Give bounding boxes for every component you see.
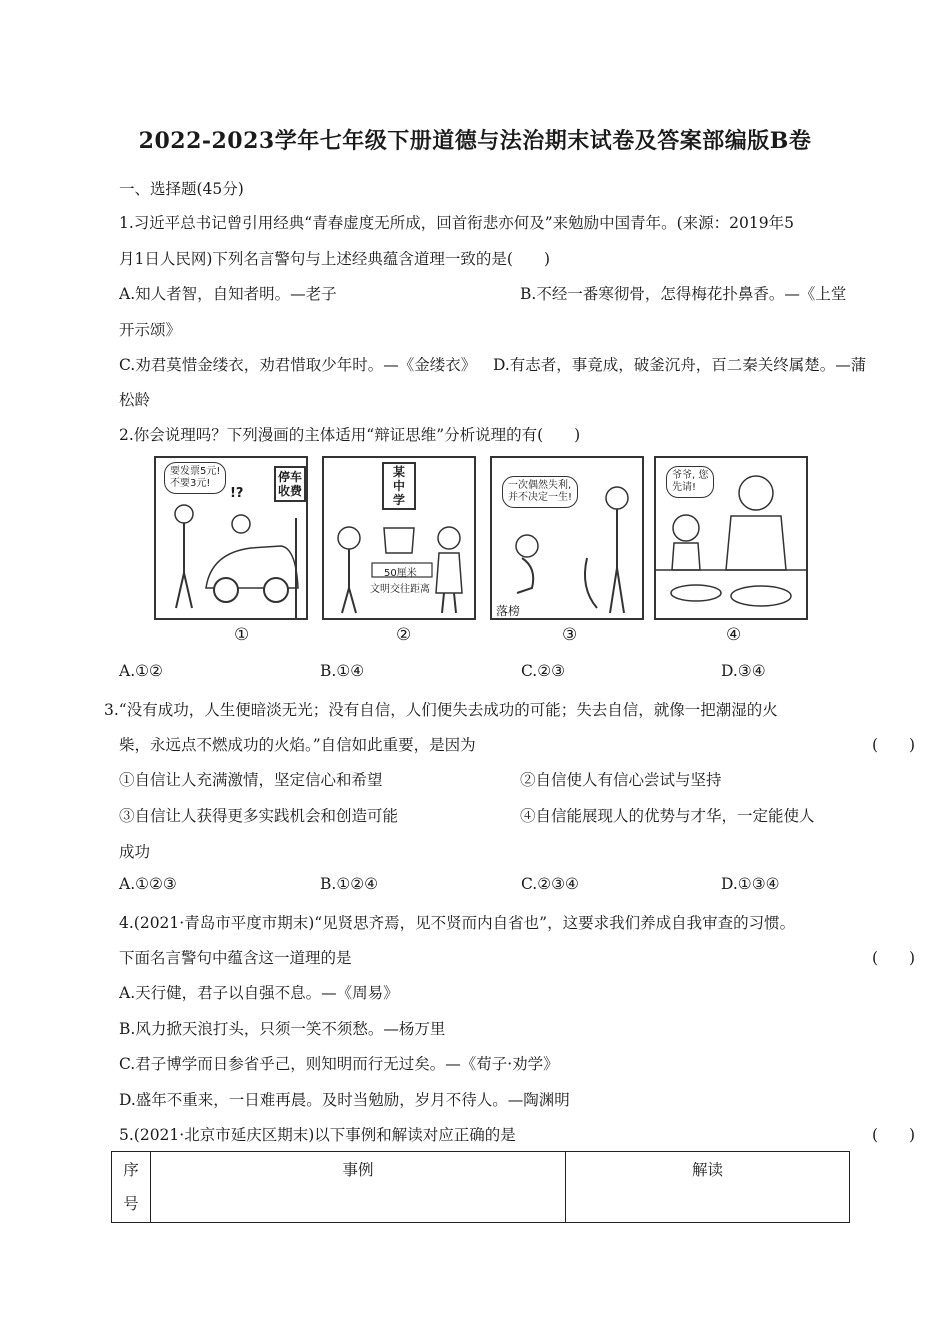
parking-fee-sign xyxy=(274,466,306,502)
page-title: 2022-2023学年七年级下册道德与法治期末试卷及答案部编版B卷 xyxy=(138,128,812,154)
q2-option-a: A.①② xyxy=(119,662,163,680)
sign-line: 中 xyxy=(392,479,405,493)
q5-answer-blank: ( ) xyxy=(872,1126,916,1144)
q5-table xyxy=(111,1151,850,1223)
q1-option-b-cont: 开示颂》 xyxy=(119,321,182,339)
q5-stem: 5.(2021·北京市延庆区期末)以下事例和解读对应正确的是 xyxy=(119,1126,516,1144)
speech-bubble xyxy=(164,462,226,494)
panel-number: ② xyxy=(396,625,412,645)
q3-item-2: ②自信使人有信心尝试与坚持 xyxy=(520,771,722,789)
panel-number: ③ xyxy=(562,625,578,645)
exclamation-mark: !? xyxy=(230,486,244,501)
q3-option-b: B.①②④ xyxy=(320,875,379,893)
q3-item-4: ④自信能展现人的优势与才华，一定能使人 xyxy=(520,807,815,825)
sign-line: 学 xyxy=(392,493,405,507)
q4-option-d: D.盛年不重来，一日难再晨。及时当勉励，岁月不待人。—陶渊明 xyxy=(119,1091,570,1109)
bubble-line: 不要3元! xyxy=(170,478,211,489)
bubble-line: 爷爷, 您 xyxy=(672,470,709,481)
sign-line: 停车 xyxy=(277,470,302,484)
comic-panel-4 xyxy=(654,456,808,620)
bubble-line: 要发票5元! xyxy=(170,466,221,477)
bubble-line: 一次偶然失利, xyxy=(508,480,572,491)
q3-option-a: A.①②③ xyxy=(119,875,177,893)
speech-bubble xyxy=(666,466,714,498)
q4-option-b: B.风力掀天浪打头，只须一笑不须愁。—杨万里 xyxy=(119,1020,446,1038)
q4-stem-line2: 下面名言警句中蕴含这一道理的是 xyxy=(119,949,352,967)
q4-answer-blank: ( ) xyxy=(872,949,916,967)
ruler-label: 50厘米 xyxy=(384,568,417,579)
q3-item-1: ①自信让人充满激情，坚定信心和希望 xyxy=(119,771,383,789)
q2-option-d: D.③④ xyxy=(721,662,766,680)
speech-bubble xyxy=(502,476,578,508)
q4-option-a: A.天行健，君子以自强不息。—《周易》 xyxy=(119,984,399,1002)
q1-option-d-cont: 松龄 xyxy=(119,391,151,409)
panel-number: ① xyxy=(234,625,250,645)
q1-stem-line1: 1.习近平总书记曾引用经典“青春虚度无所成，回首衔悲亦何及”来勉励中国青年。(来源：2019年5 xyxy=(119,214,794,232)
section-heading: 一、选择题(45分) xyxy=(119,180,244,198)
q2-stem: 2.你会说理吗？下列漫画的主体适用“辩证思维”分析说理的有( ) xyxy=(119,426,581,444)
q1-option-d: D.有志者，事竟成，破釜沉舟，百二秦关终属楚。—蒲 xyxy=(493,356,867,374)
q1-stem-line2: 月1日人民网)下列名言警句与上述经典蕴含道理一致的是( ) xyxy=(119,250,551,268)
q3-answer-blank: ( ) xyxy=(872,736,916,754)
bubble-line: 并不决定一生! xyxy=(508,492,573,503)
table-header-seq xyxy=(112,1152,151,1223)
q1-option-a: A.知人者智，自知者明。—老子 xyxy=(119,285,337,303)
q3-option-d: D.①③④ xyxy=(721,875,780,893)
sign-line: 收费 xyxy=(277,484,302,498)
q3-stem-line1: 3.“没有成功，人生便暗淡无光；没有自信，人们便失去成功的可能；失去自信，就像一把潮湿的火 xyxy=(104,701,778,719)
school-banner-sign xyxy=(382,462,416,510)
panel-caption: 落榜 xyxy=(496,604,521,618)
q3-stem-line2: 柴，永远点不燃成功的火焰。”自信如此重要，是因为 xyxy=(119,736,476,754)
q2-option-c: C.②③ xyxy=(521,662,566,680)
comic-panel-1 xyxy=(154,456,308,620)
q1-option-b: B.不经一番寒彻骨，怎得梅花扑鼻香。—《上堂 xyxy=(520,285,847,303)
table-header-interpretation: 解读 xyxy=(566,1152,850,1223)
comic-panel-3 xyxy=(490,456,644,620)
comic-panel-2 xyxy=(322,456,476,620)
panel-caption: 文明交往距离 xyxy=(370,584,430,595)
table-header-example: 事例 xyxy=(151,1152,566,1223)
table-header-row xyxy=(112,1152,850,1223)
q4-stem-line1: 4.(2021·青岛市平度市期末)“见贤思齐焉，见不贤而内自省也”，这要求我们养成自我审查的习惯。 xyxy=(119,914,796,932)
header-text: 号 xyxy=(123,1195,139,1213)
bubble-line: 先请! xyxy=(672,482,697,493)
q4-option-c: C.君子博学而日参省乎己，则知明而行无过矣。—《荀子·劝学》 xyxy=(119,1055,559,1073)
q2-option-b: B.①④ xyxy=(320,662,365,680)
panel-number: ④ xyxy=(726,625,742,645)
q1-option-c: C.劝君莫惜金缕衣，劝君惜取少年时。—《金缕衣》 xyxy=(119,356,477,374)
q3-item-3: ③自信让人获得更多实践机会和创造可能 xyxy=(119,807,399,825)
header-text: 序 xyxy=(123,1161,139,1179)
sign-line: 某 xyxy=(392,465,405,479)
q3-item-4-cont: 成功 xyxy=(119,843,151,861)
q3-option-c: C.②③④ xyxy=(521,875,579,893)
